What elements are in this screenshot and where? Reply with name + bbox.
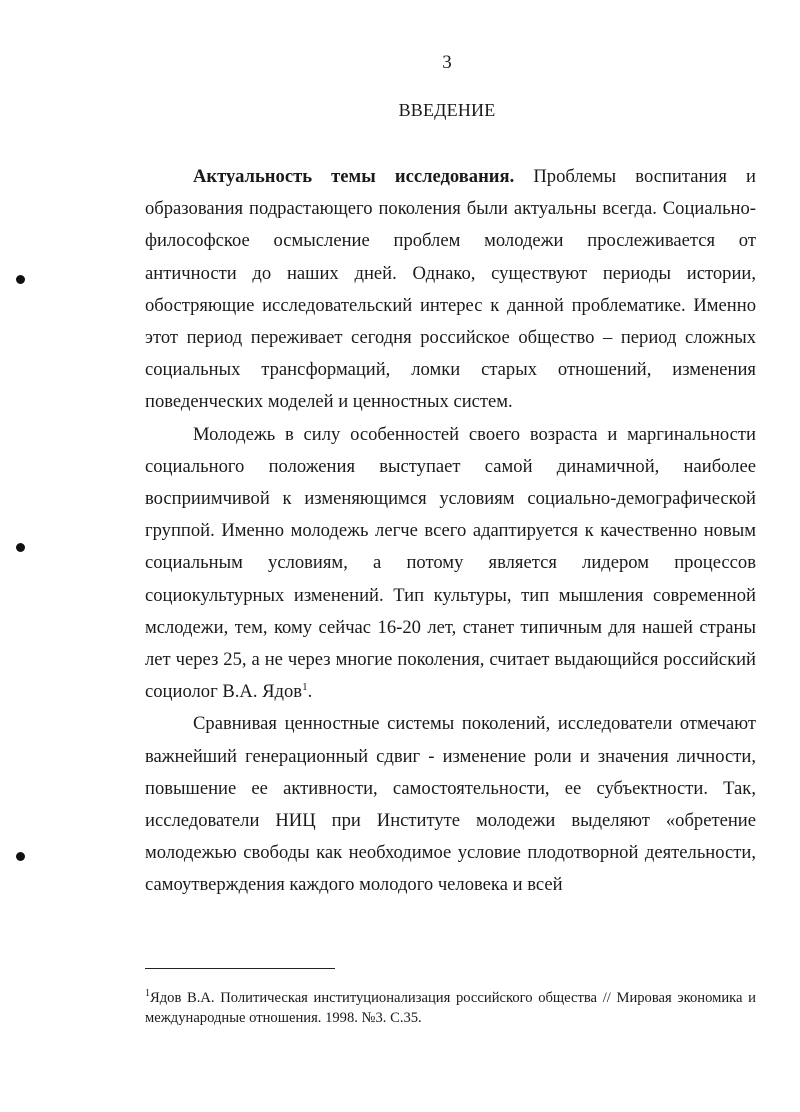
binding-hole-3 (16, 852, 25, 861)
page-number: 3 (442, 52, 452, 73)
binding-hole-1 (16, 275, 25, 284)
footnote-separator (145, 968, 335, 969)
lead-phrase: Актуальность темы исследования. (193, 166, 515, 187)
paragraph-2-end: . (307, 681, 313, 703)
footnote-text: Ядов В.А. Политическая институционализация российского общества // Мировая экономика и международные отношения. 1998. №3. С.35. (145, 990, 756, 1026)
paragraph-3 (145, 708, 756, 901)
paragraph-1-text: Проблемы воспитания и образования подрастающего поколения были актуальны всегда. Социально-философское осмысление проблем молодежи прослеживается от античности до наших дней. Однако, существуют периоды истории, обостряющие исследовательский интерес к данной проблематике. Именно этот период переживает сегодня российское общество – период сложных социальных трансформаций, ломки старых отношений, изменения поведенческих моделей и ценностных систем. (145, 166, 756, 413)
binding-hole-2 (16, 543, 25, 552)
paragraph-2-text: Молодежь в силу особенностей своего возраста и маргинальности социального положения выступает самой динамичной, наиболее восприимчивой к изменяющимся условиям социально-демографической группой. Именно молодежь легче всего адаптируется к качественно новым социальным условиям, а потому является лидером процессов социокультурных изменений. Тип культуры, тип мышления современной мслодежи, тем, кому сейчас 16-20 лет, станет типичным для нашей страны лет через 25, а не через многие поколения, считает выдающийся российский социолог В.А. Ядов (145, 423, 756, 703)
page-heading: ВВЕДЕНИЕ (398, 100, 496, 120)
paragraph-1 (145, 161, 756, 419)
paragraph-3-text: Сравнивая ценностные системы поколений, исследователи отмечают важнейший генерационный сдвиг - изменение роли и значения личности, повышение ее активности, самостоятельности, ее субъектности. Так, исследователи НИЦ при Институте молодежи выделяют «обретение молодежью свободы как необходимое условие плодотворной деятельности, самоутверждения каждого молодого человека и всей (145, 713, 756, 896)
footnote-marker: 1 (145, 988, 150, 1000)
footnote-reference: 1 (302, 681, 308, 694)
body-text (145, 161, 756, 902)
footnote (145, 988, 756, 1028)
paragraph-2 (145, 419, 756, 709)
